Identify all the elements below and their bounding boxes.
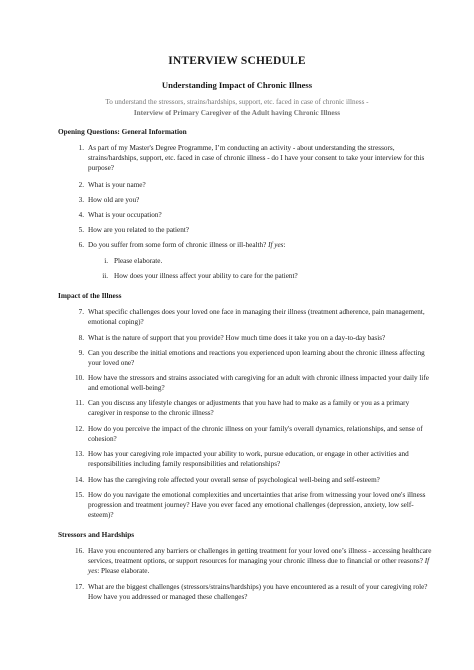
question-number: 3. [78, 196, 84, 204]
question-text: What specific challenges does your loved one face in managing their illness (treatment adherence, pain management, emotional coping)? [88, 308, 425, 326]
question-number: 11. [75, 399, 84, 407]
question-item [78, 210, 433, 220]
question-number: 10. [75, 374, 84, 382]
question-text: Have you encountered any barriers or challenges in getting treatment for your loved one’s illness - accessing healthcare services, treatment options, or support resources for managing your chronic illness due to financial or other reasons? [88, 547, 432, 565]
question-number: 16. [75, 547, 84, 555]
question-text: What is your name? [88, 181, 146, 189]
question-text: Can you discuss any lifestyle changes or adjustments that you have had to make as a family or you as a primary caregiver in response to the chronic illness? [88, 399, 410, 417]
question-number: 7. [78, 308, 84, 316]
question-text: How old are you? [88, 196, 140, 204]
question-text: How do you perceive the impact of the chronic illness on your family's overall dynamics, relationships, and sense of cohesion? [88, 425, 423, 443]
section-heading-opening: Opening Questions: General Information [58, 127, 187, 136]
question-item [75, 546, 433, 576]
question-number: 6. [78, 241, 84, 249]
question-number: 15. [75, 491, 84, 499]
page-title: INTERVIEW SCHEDULE [168, 55, 306, 67]
question-number: 8. [78, 334, 84, 342]
question-text: How have the stressors and strains associated with caregiving for an adult with chronic illness impacted your daily life and emotional well-being? [88, 374, 429, 392]
question-number: 2. [78, 181, 84, 189]
question-text: How are you related to the patient? [88, 226, 189, 234]
question-item [78, 143, 433, 173]
purpose-statement [0, 97, 474, 119]
question-text-tail: : [283, 241, 286, 249]
section-heading-impact: Impact of the Illness [58, 291, 122, 300]
sub-question-text: How does your illness affect your ability to care for the patient? [114, 272, 298, 280]
question-conditional: If yes [268, 241, 284, 249]
question-text: As part of my Master's Degree Programme, I’m conducting an activity - about understanding the stressors, strains/hardships, support, etc. faced in case of chronic illness - do I have your consent to take your interview for this purpose? [88, 144, 425, 172]
question-item [75, 373, 433, 393]
question-text-tail: : Please elaborate. [97, 567, 150, 575]
purpose-line-1: To understand the stressors, strains/hardships, support, etc. faced in case of chronic illness - [105, 98, 369, 106]
question-item [75, 582, 433, 602]
question-text: How has the caregiving role affected your overall sense of psychological well-being and self-esteem? [88, 476, 380, 484]
section-heading-stressors: Stressors and Hardships [58, 530, 135, 539]
question-text: How has your caregiving role impacted your ability to work, pursue education, or engage in other activities and responsibilities including family responsibilities and relationships? [88, 450, 409, 468]
purpose-line-2: Interview of Primary Caregiver of the Adult having Chronic Illness [133, 109, 341, 117]
question-item [75, 424, 433, 444]
question-text: What is your occupation? [88, 211, 162, 219]
question-number: 17. [75, 583, 84, 591]
question-number: 14. [75, 476, 84, 484]
sub-question-number: i. [104, 257, 108, 265]
question-number: 4. [78, 211, 84, 219]
sub-question-number: ii. [102, 272, 108, 280]
question-item [78, 240, 433, 250]
question-number: 1. [78, 144, 84, 152]
question-item [75, 490, 433, 520]
sub-question-text: Please elaborate. [114, 257, 163, 265]
question-item [78, 225, 433, 235]
question-number: 9. [78, 349, 84, 357]
question-text: How do you navigate the emotional complexities and uncertainties that arise from witnessing your loved one's illness progression and treatment journey? Have you ever faced any emotional challenges (depression, anxiety, low self-esteem)? [88, 491, 426, 519]
question-item [78, 333, 433, 343]
question-text: Do you suffer from some form of chronic illness or ill-health? [88, 241, 269, 249]
question-item [78, 180, 433, 190]
question-number: 12. [75, 425, 84, 433]
question-text: What is the nature of support that you provide? How much time does it take you on a day-to-day basis? [88, 334, 386, 342]
document-subtitle: Understanding Impact of Chronic Illness [161, 80, 313, 90]
sub-question-item [104, 256, 434, 266]
question-text: Can you describe the initial emotions and reactions you experienced upon learning about the chronic illness affecting your loved one? [88, 349, 425, 367]
question-conditional: If yes [88, 557, 430, 575]
question-item [75, 475, 433, 485]
question-number: 13. [75, 450, 84, 458]
question-item [75, 449, 433, 469]
question-item [78, 348, 433, 368]
question-text: What are the biggest challenges (stressors/strains/hardships) you have encountered as a result of your caregiving role? How have you addressed or managed these challenges? [88, 583, 428, 601]
question-number: 5. [78, 226, 84, 234]
sub-question-item [102, 271, 434, 281]
question-item [78, 195, 433, 205]
question-item [75, 398, 433, 418]
question-item [78, 307, 433, 327]
